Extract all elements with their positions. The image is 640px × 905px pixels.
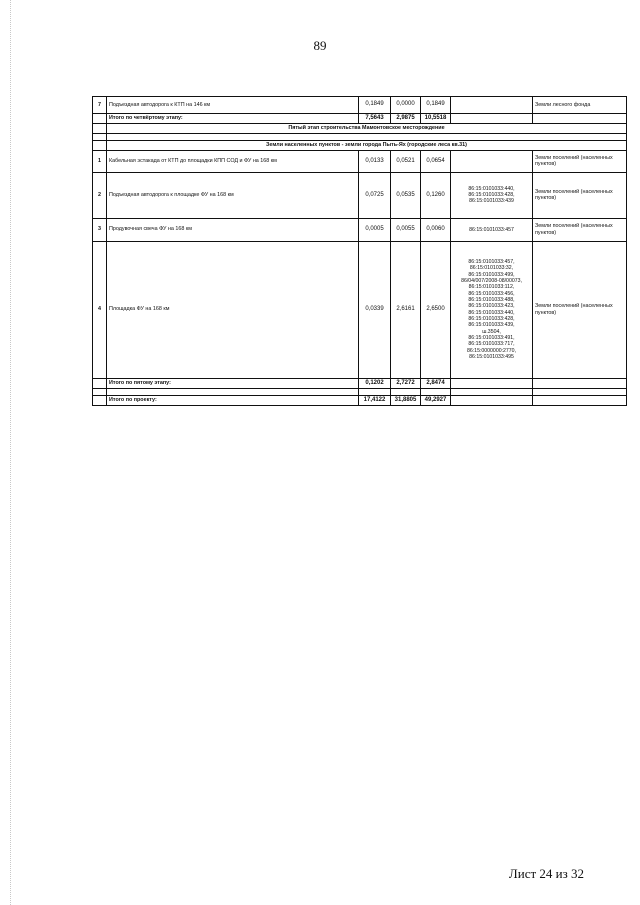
land-category: Земли лесного фонда xyxy=(533,97,627,114)
subtotal-value-2: 2,9875 xyxy=(391,114,421,124)
area-value-1: 0,0133 xyxy=(359,150,391,172)
subtotal-value-2: 2,7272 xyxy=(391,378,421,388)
area-value-total: 0,1849 xyxy=(421,97,451,114)
subtotal-label: Итого по четвёртому этапу: xyxy=(107,114,359,124)
cadastral-numbers xyxy=(451,241,533,378)
stage-header-row xyxy=(93,124,627,133)
section-header: Земли населенных пунктов - земли города Пыть-Ях (городские леса кв.31) xyxy=(107,140,627,150)
cadastral-numbers xyxy=(451,218,533,241)
stage-header: Пятый этап строительства Мамонтовское месторождение xyxy=(107,124,627,133)
area-value-2: 0,0521 xyxy=(391,150,421,172)
table-row xyxy=(93,172,627,218)
subtotal-row xyxy=(93,114,627,124)
cadastral-numbers xyxy=(451,150,533,172)
object-name: Подъездная автодорога к площадке ФУ на 168 км xyxy=(107,172,359,218)
subtotal-value-1: 0,1202 xyxy=(359,378,391,388)
area-value-1: 0,0725 xyxy=(359,172,391,218)
area-value-1: 0,0005 xyxy=(359,218,391,241)
table-row xyxy=(93,97,627,114)
cadastral-number: 86:15:0101033:112, xyxy=(468,284,515,291)
area-value-total: 0,0654 xyxy=(421,150,451,172)
area-value-total: 0,0060 xyxy=(421,218,451,241)
row-number: 2 xyxy=(93,172,107,218)
object-name: Кабельная эстакада от КТП до площадки КПП СОД и ФУ на 168 км xyxy=(107,150,359,172)
land-category: Земли поселений (населенных пунктов) xyxy=(533,172,627,218)
project-total-value-1: 17,4122 xyxy=(359,395,391,405)
cadastral-number: 86:15:0101033:440, xyxy=(468,309,515,316)
row-number: 7 xyxy=(93,97,107,114)
cadastral-number: 86/04/007/2008-08/00073, xyxy=(461,277,522,284)
cadastral-number: 86:15:0101033:32, xyxy=(469,265,514,272)
row-number: 3 xyxy=(93,218,107,241)
area-value-2: 0,0000 xyxy=(391,97,421,114)
object-name: Продувочная свеча ФУ на 168 км xyxy=(107,218,359,241)
cadastral-number: 86:15:0101033:439 xyxy=(469,198,514,205)
table-row xyxy=(93,150,627,172)
spacer-row xyxy=(93,133,627,140)
cadastral-number: 86:15:0101033:440, xyxy=(468,185,515,192)
object-name: Подъездная автодорога к КТП на 146 км xyxy=(107,97,359,114)
subtotal-value-1: 7,5643 xyxy=(359,114,391,124)
land-category: Земли поселений (населенных пунктов) xyxy=(533,150,627,172)
cadastral-number: 86:15:0101033:456, xyxy=(468,290,515,297)
cadastral-number: ш.3504, xyxy=(482,328,501,335)
project-total-label: Итого по проекту: xyxy=(107,395,359,405)
object-name: Площадка ФУ на 168 км xyxy=(107,241,359,378)
cadastral-number: 86:15:0101033:439, xyxy=(468,322,515,329)
cadastral-number: 86:15:0101033:491, xyxy=(468,335,515,342)
area-value-2: 2,6161 xyxy=(391,241,421,378)
cadastral-number: 86:15:0101033:423, xyxy=(468,303,515,310)
area-value-total: 0,1260 xyxy=(421,172,451,218)
cadastral-number: 86:15:0101033:428, xyxy=(468,316,515,323)
area-value-1: 0,1849 xyxy=(359,97,391,114)
subtotal-value-total: 2,8474 xyxy=(421,378,451,388)
row-number: 1 xyxy=(93,150,107,172)
cadastral-number: 86:15:0101033:717, xyxy=(468,341,515,348)
cadastral-number: 86:15:0101033:488, xyxy=(468,296,515,303)
spacer-row xyxy=(93,388,627,395)
row-number: 4 xyxy=(93,241,107,378)
table-row xyxy=(93,241,627,378)
area-value-1: 0,0339 xyxy=(359,241,391,378)
sheet-footer: Лист 24 из 32 xyxy=(508,866,584,881)
binding-edge-line xyxy=(10,0,11,905)
cadastral-number: 86:15:0000000:2770, xyxy=(466,347,517,354)
cadastral-number: 86:15:0101033:499, xyxy=(468,271,515,278)
project-total-value-2: 31,8805 xyxy=(391,395,421,405)
project-total-row xyxy=(93,395,627,405)
land-category: Земли поселений (населенных пунктов) xyxy=(533,218,627,241)
cadastral-numbers xyxy=(451,97,533,114)
table-row xyxy=(93,218,627,241)
area-value-2: 0,0535 xyxy=(391,172,421,218)
area-value-2: 0,0055 xyxy=(391,218,421,241)
subtotal-label: Итого по пятому этапу: xyxy=(107,378,359,388)
cadastral-number: 86:15:0101033:428, xyxy=(468,192,515,198)
subtotal-value-total: 10,5518 xyxy=(421,114,451,124)
section-header-row xyxy=(93,140,627,150)
land-category: Земли поселений (населенных пунктов) xyxy=(533,241,627,378)
cadastral-numbers xyxy=(451,172,533,218)
area-value-total: 2,6500 xyxy=(421,241,451,378)
subtotal-row xyxy=(93,378,627,388)
land-allocation-table xyxy=(92,96,627,406)
cadastral-number: 86:15:0101033:495 xyxy=(469,354,514,361)
cadastral-number: 86:15:0101033:457, xyxy=(468,258,515,265)
cadastral-number: 86:15:0101033:457 xyxy=(469,226,514,233)
page-number: 89 xyxy=(313,38,327,53)
project-total-value-total: 49,2927 xyxy=(421,395,451,405)
